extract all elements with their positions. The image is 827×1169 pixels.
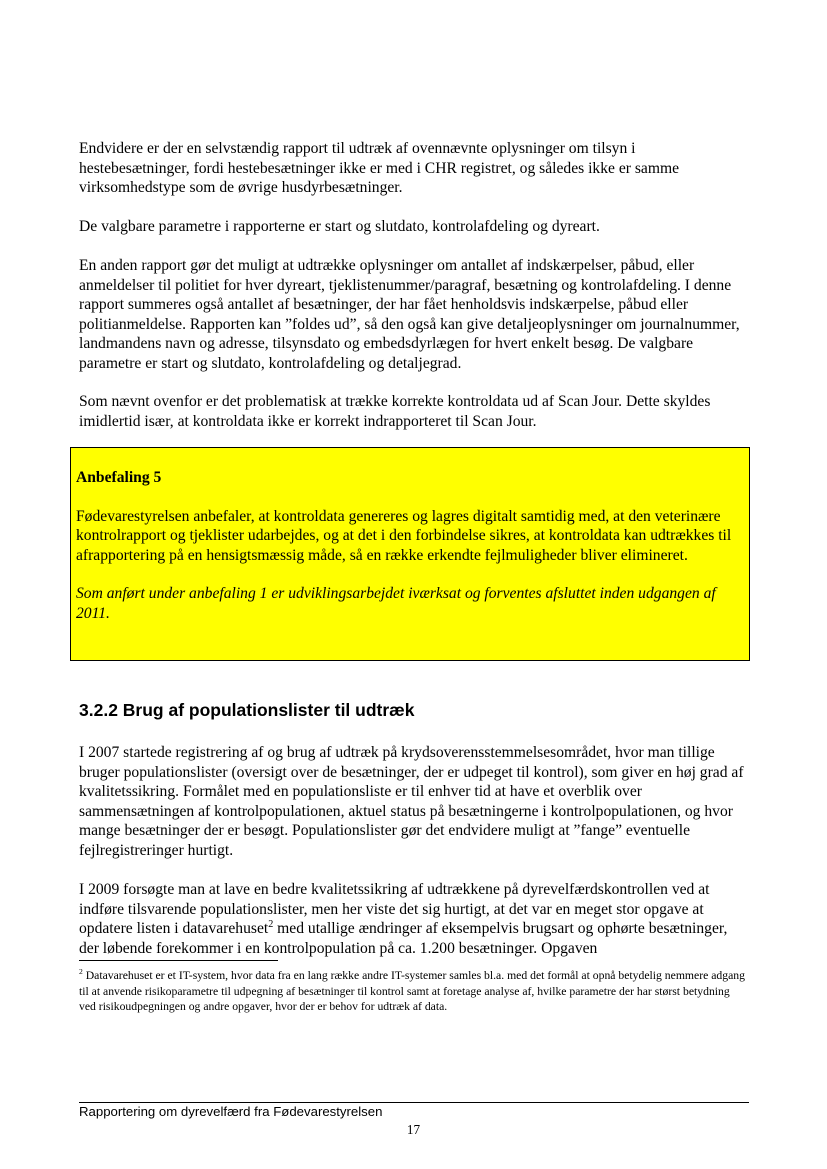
paragraph-population-lists: I 2007 startede registrering af og brug af udtræk på krydsoverensstemmelsesområdet, hvor man tillige bruger populationslister (oversigt over de besætninger, der er udpeget til kontrol), som giver en høj grad af kvalitetssikring. Formålet med en populationsliste er til enhver tid at have et overblik over sammensætningen af kontrolpopulationen, aktuel status på besætningerne i kontrolpopulationen, og hvor mange besætninger der er besøgt. Populationslister gør det endvidere muligt at ”fange” eventuelle fejlregistreringer hurtigt. (79, 744, 744, 859)
footer-separator (79, 1102, 749, 1103)
footnote-reference[interactable]: 2 (268, 918, 274, 930)
paragraph-2009-text-start: I 2009 forsøgte man at lave en bedre kvalitetssikring af udtrækkene på dyrevelfærdskontrollen ved at indføre tilsvarende populationslister, men her viste det sig hurtigt, at det var en meget stor opgave at opdatere listen i datavarehuset (79, 881, 710, 937)
recommendation-note: Som anført under anbefaling 1 er udviklingsarbejdet iværksat og forventes afsluttet inden udgangen af 2011. (76, 585, 716, 622)
recommendation-title: Anbefaling 5 (76, 469, 162, 486)
paragraph-2009-attempt (79, 880, 749, 958)
paragraph-scan-jour: Som nævnt ovenfor er det problematisk at trække korrekte kontroldata ud af Scan Jour. Dette skyldes imidlertid især, at kontroldata ikke er korrekt indrapporteret til Scan Jour. (79, 393, 711, 430)
footer-title: Rapportering om dyrevelfærd fra Fødevarestyrelsen (79, 1104, 383, 1119)
recommendation-box (70, 447, 750, 661)
paragraph-second-report: En anden rapport gør det muligt at udtrække oplysninger om antallet af indskærpelser, påbud, eller anmeldelser til politiet for hver dyreart, tjeklistenummer/paragraf, besætning og kontrolafdeling. I denne rapport summeres også antallet af besætninger, der har fået henholdsvis indskærpelse, påbud eller politianmeldelse. Rapporten kan ”foldes ud”, så den også kan give detaljeoplysninger om journalnummer, landmandens navn og adresse, tilsynsdato og embedsdyrlægen for hvert enkelt besøg. De valgbare parametre er start og slutdato, kontrolafdeling og detaljegrad. (79, 257, 740, 372)
paragraph-parameters: De valgbare parametre i rapporterne er start og slutdato, kontrolafdeling og dyreart. (79, 218, 600, 235)
page-number: 17 (406, 1122, 421, 1137)
recommendation-text: Fødevarestyrelsen anbefaler, at kontroldata genereres og lagres digitalt samtidig med, at den veterinære kontrolrapport og tjeklister udarbejdes, og at det i den forbindelse sikres, at kontroldata kan udtrækkes til afrapportering på en hensigtsmæssig måde, så en række erkendte fejlmuligheder bliver elimineret. (76, 507, 732, 564)
recommendation-content (76, 468, 746, 623)
paragraph-2009-text-end: med utallige ændringer af eksempelvis brugsart og ophørte besætninger, der løbende forekommer i en kontrolpopulation på ca. 1.200 besætninger. Opgaven (79, 920, 728, 957)
footnote-marker: 2 (79, 967, 83, 977)
footnote-text: Datavarehuset er et IT-system, hvor data fra en lang række andre IT-systemer samles bl.a. med det formål at opnå betydelig nemmere adgang til at anvende risikoparametre til udpegning af besætninger til kontrol samt at foretage analyse af, hvilke parametre der har størst betydning ved risikoudpegningen og andre opgaver, hvor der er behov for udtræk af data. (79, 969, 745, 1014)
footnote-separator (79, 960, 278, 961)
section-heading: 3.2.2 Brug af populationslister til udtræk (79, 700, 415, 720)
footnote (79, 968, 749, 1015)
paragraph-horse-report: Endvidere er der en selvstændig rapport til udtræk af ovennævnte oplysninger om tilsyn i hestebesætninger, fordi hestebesætninger ikke er med i CHR registret, og således ikke er samme virksomhedstype som de øvrige husdyrbesætninger. (79, 140, 680, 196)
